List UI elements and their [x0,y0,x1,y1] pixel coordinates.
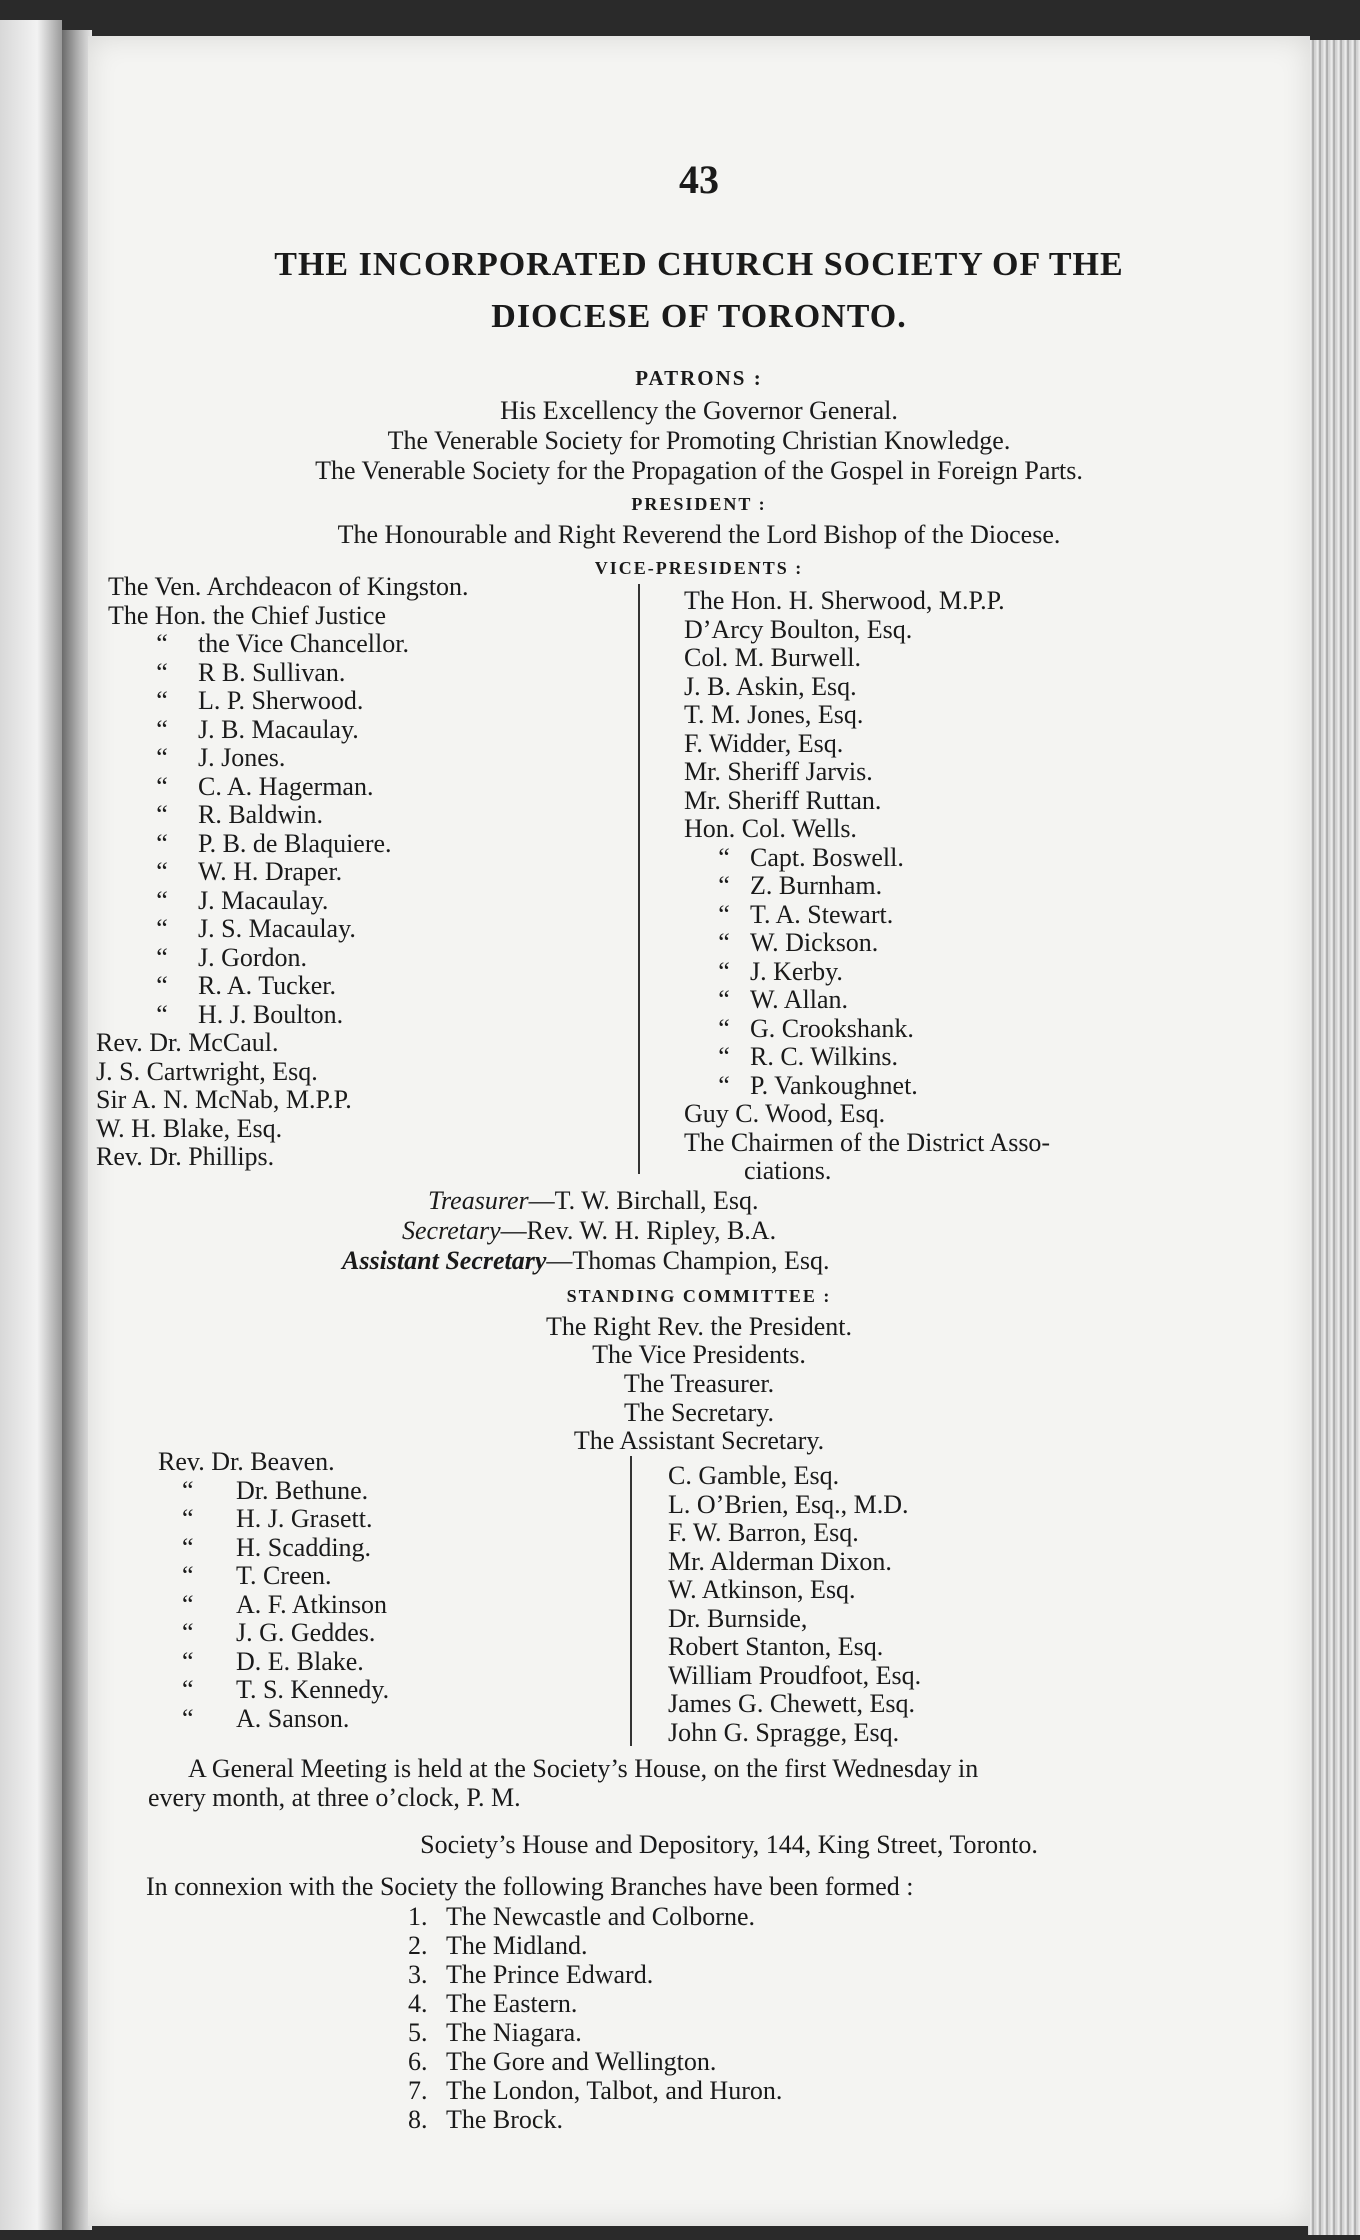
ditto-mark: “ [718,842,730,872]
ditto-mark: “ [182,1589,194,1619]
ditto-mark: “ [156,714,168,744]
branches-list [408,1902,782,2134]
vice-president-entry: Sir A. N. McNab, M.P.P. [96,1085,352,1114]
vice-president-entry: W. H. Blake, Esq. [96,1113,283,1143]
vice-president-entry: T. A. Stewart. [750,899,894,929]
committee-member: H. J. Grasett. [236,1504,373,1533]
page-stack-edge [1308,40,1360,2235]
vice-president-entry: Guy C. Wood, Esq. [684,1099,886,1128]
branch-number: 2. [408,1931,428,1960]
vice-president-entry: J. Gordon. [198,942,308,972]
vice-president-entry: G. Crookshank. [750,1013,914,1043]
page-title-line-2: DIOCESE OF TORONTO. [491,298,907,335]
vice-president-entry: Rev. Dr. McCaul. [96,1028,279,1057]
branch-name: The Brock. [446,2105,563,2134]
meeting-notice-line-1: A General Meeting is held at the Society’s House, on the first Wednesday in [188,1754,979,1783]
vice-president-entry: H. J. Boulton. [198,999,344,1029]
vice-president-entry: P. B. de Blaquiere. [198,828,392,858]
committee-right-column [668,1462,921,1747]
vice-president-entry: J. Jones. [198,743,286,772]
committee-member: Robert Stanton, Esq. [668,1632,884,1661]
committee-member: J. G. Geddes. [236,1618,376,1647]
vice-president-entry: R. C. Wilkins. [750,1042,899,1071]
committee-line: The Assistant Secretary. [573,1426,825,1455]
committee-member: A. Sanson. [236,1703,350,1733]
ditto-mark: “ [718,985,730,1014]
vice-president-entry: The Hon. H. Sherwood, M.P.P. [684,586,1005,615]
ditto-mark: “ [156,857,168,886]
committee-line: The Vice Presidents. [592,1340,806,1369]
vice-president-entry: J. S. Cartwright, Esq. [96,1056,318,1086]
vice-president-entry: P. Vankoughnet. [750,1070,918,1100]
column-divider [638,584,640,1174]
vice-president-entry: J. B. Askin, Esq. [684,671,857,701]
committee-member: C. Gamble, Esq. [668,1461,840,1490]
ditto-mark: “ [156,743,168,772]
branch-name: The London, Talbot, and Huron. [446,2076,783,2105]
branch-number: 4. [408,1989,428,2018]
vice-president-entry: Capt. Boswell. [750,842,904,872]
committee-member: D. E. Blake. [236,1646,364,1676]
branch-item [408,1931,782,1960]
ditto-mark: “ [182,1618,194,1647]
branch-name: The Eastern. [446,1989,578,2018]
ditto-mark: “ [182,1561,194,1590]
ditto-mark: “ [182,1475,194,1505]
vice-presidents-left-column [96,573,469,1172]
branch-name: The Newcastle and Colborne. [446,1902,756,1931]
ditto-mark: “ [156,629,168,658]
ditto-mark: “ [156,885,168,915]
committee-member: Dr. Burnside, [668,1603,808,1633]
ditto-mark: “ [718,1070,730,1100]
committee-line: The Treasurer. [623,1369,775,1398]
ditto-mark: “ [718,928,730,957]
ditto-mark: “ [718,956,730,986]
vice-president-entry: D’Arcy Boulton, Esq. [684,614,913,644]
ditto-mark: “ [156,771,168,801]
committee-member: William Proudfoot, Esq. [668,1660,922,1690]
column-divider [630,1456,632,1746]
vice-president-entry: J. B. Macaulay. [198,714,359,744]
vice-president-entry: T. M. Jones, Esq. [684,700,864,729]
branch-name: The Prince Edward. [446,1960,654,1989]
standing-committee-heading: STANDING COMMITTEE : [566,1286,832,1306]
committee-member: Dr. Bethune. [236,1475,369,1505]
committee-member: H. Scadding. [236,1532,372,1562]
vice-president-entry: R. Baldwin. [198,800,323,829]
meeting-notice [148,1754,978,1812]
vice-president-entry: Col. M. Burwell. [684,643,861,672]
committee-member: A. F. Atkinson [236,1589,388,1619]
vice-president-entry: W. Allan. [750,985,848,1014]
committee-member: F. W. Barron, Esq. [668,1518,859,1547]
secretary-line [402,1216,776,1245]
vice-president-entry: The Chairmen of the District Asso- [684,1127,1051,1157]
branch-item [408,1989,782,2018]
vice-president-entry: The Hon. the Chief Justice [108,600,386,630]
treasurer-line [428,1186,759,1215]
branch-item [408,1960,782,1989]
ditto-mark: “ [182,1646,194,1676]
society-address: Society’s House and Depository, 144, King Street, Toronto. [420,1830,1038,1859]
branch-item [408,2105,782,2134]
branch-item [408,1902,782,1931]
patron-line: The Venerable Society for the Propagation of the Gospel in Foreign Parts. [315,456,1083,485]
ditto-mark: “ [182,1532,194,1562]
committee-line: The Secretary. [624,1398,774,1427]
ditto-mark: “ [182,1675,194,1704]
ditto-mark: “ [182,1703,194,1733]
president-name: The Honourable and Right Reverend the Lord Bishop of the Diocese. [337,520,1061,549]
committee-member: L. O’Brien, Esq., M.D. [668,1489,909,1519]
page-number: 43 [679,157,719,202]
vice-president-entry: The Ven. Archdeacon of Kingston. [108,572,469,601]
book-page [88,36,1310,2226]
ditto-mark: “ [156,686,168,715]
committee-member: T. S. Kennedy. [236,1675,390,1704]
branch-name: The Niagara. [446,2018,582,2047]
ditto-mark: “ [156,999,168,1029]
branch-number: 6. [408,2047,428,2076]
branch-name: The Gore and Wellington. [446,2047,717,2076]
committee-member: Rev. Dr. Beaven. [158,1447,335,1476]
vice-president-entry: W. Dickson. [750,928,879,957]
vice-presidents-heading: VICE-PRESIDENTS : [594,558,804,578]
vice-president-entry: J. Macaulay. [198,885,329,915]
branch-name: The Midland. [446,1931,588,1960]
branches-intro: In connexion with the Society the following Branches have been formed : [146,1872,914,1901]
committee-member: W. Atkinson, Esq. [668,1575,856,1604]
officer-name: —T. W. Birchall, Esq. [528,1186,759,1215]
branch-item [408,2076,782,2105]
vice-president-entry: Z. Burnham. [750,871,883,900]
vice-president-entry: J. Kerby. [750,956,843,986]
ditto-mark: “ [156,657,168,687]
ditto-mark: “ [156,942,168,972]
officer-role: Treasurer [428,1186,529,1215]
vice-president-entry: the Vice Chancellor. [198,629,409,658]
vice-president-entry: Mr. Sheriff Jarvis. [684,757,873,786]
branch-number: 3. [408,1960,428,1989]
assistant-secretary-line [342,1246,830,1275]
committee-member: James G. Chewett, Esq. [668,1689,915,1718]
branch-number: 7. [408,2076,428,2105]
vice-president-entry: J. S. Macaulay. [198,914,356,943]
committee-member: T. Creen. [236,1561,332,1590]
vice-president-entry: C. A. Hagerman. [198,771,374,801]
committee-member: John G. Spragge, Esq. [668,1717,900,1747]
vice-president-entry: Mr. Sheriff Ruttan. [684,785,882,815]
officer-role: Secretary [402,1216,501,1245]
vice-president-entry: L. P. Sherwood. [198,686,364,715]
officer-name: —Rev. W. H. Ripley, B.A. [500,1216,777,1245]
vice-president-entry: Hon. Col. Wells. [684,814,857,843]
ditto-mark: “ [156,971,168,1000]
committee-member: Mr. Alderman Dixon. [668,1546,892,1576]
ditto-mark: “ [718,1013,730,1043]
vice-president-entry: W. H. Draper. [198,857,343,886]
branch-item [408,2047,782,2076]
ditto-mark: “ [156,828,168,858]
facing-page-edge [0,20,62,2230]
vice-president-entry: ciations. [744,1156,832,1185]
ditto-mark: “ [156,914,168,943]
ditto-mark: “ [156,800,168,829]
committee-line: The Right Rev. the President. [546,1312,852,1341]
patron-line: The Venerable Society for Promoting Christian Knowledge. [387,426,1011,455]
committee-left-column [158,1448,389,1733]
ditto-mark: “ [182,1504,194,1533]
ditto-mark: “ [718,1042,730,1071]
vice-president-entry: Rev. Dr. Phillips. [96,1142,275,1171]
page-title-line-1: THE INCORPORATED CHURCH SOCIETY OF THE [274,246,1124,283]
branch-item [408,2018,782,2047]
vice-president-entry: R B. Sullivan. [198,657,346,687]
president-heading: PRESIDENT : [631,494,767,514]
vice-president-entry: R. A. Tucker. [198,971,336,1000]
officer-name: —Thomas Champion, Esq. [546,1246,830,1275]
vice-president-entry: F. Widder, Esq. [684,728,844,758]
patrons-heading: PATRONS : [635,366,763,390]
vice-presidents-right-column [684,587,1050,1186]
officer-role: Assistant Secretary [342,1246,547,1275]
ditto-mark: “ [718,871,730,900]
branch-number: 8. [408,2105,428,2134]
meeting-notice-line-2: every month, at three o’clock, P. M. [148,1783,521,1812]
branch-number: 1. [408,1902,428,1931]
branch-number: 5. [408,2018,428,2047]
ditto-mark: “ [718,899,730,929]
patron-line: His Excellency the Governor General. [500,396,898,425]
